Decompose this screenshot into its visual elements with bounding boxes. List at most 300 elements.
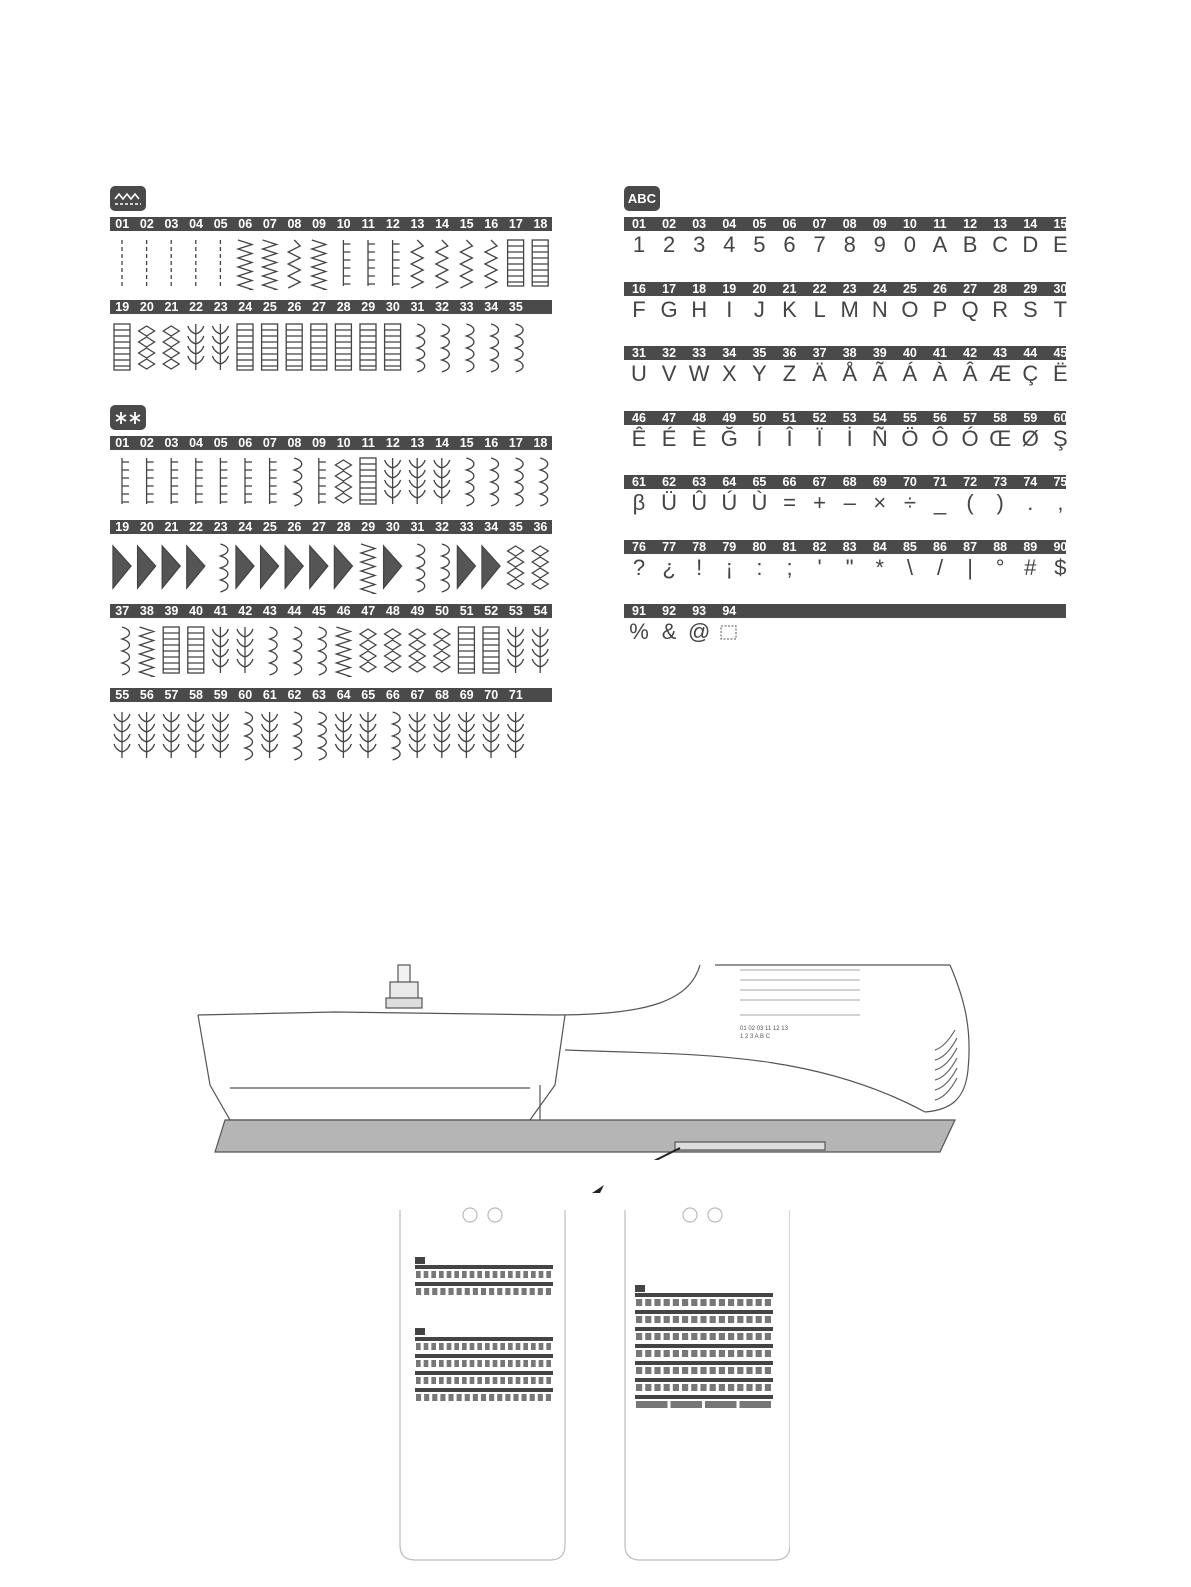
stitch-pattern-icon xyxy=(319,458,326,504)
character-glyph: ( xyxy=(966,490,974,515)
stitch-pattern-icon xyxy=(409,458,425,504)
character-glyph: Ù xyxy=(751,490,768,515)
stitch-pattern-icon xyxy=(294,627,302,675)
character-glyph: + xyxy=(813,490,827,515)
character-number: 88 xyxy=(993,539,1008,554)
character-glyph: 3 xyxy=(693,232,706,257)
stitch-number: 71 xyxy=(508,688,523,702)
character-number: 87 xyxy=(963,539,978,554)
character-glyph: İ xyxy=(846,425,853,451)
stitch-pattern-icon xyxy=(262,324,278,370)
stitch-pattern-icon xyxy=(434,458,450,504)
character-glyph: Ë xyxy=(1053,361,1068,386)
character-number: 48 xyxy=(692,410,707,425)
stitch-number: 11 xyxy=(361,436,375,450)
character-number: 10 xyxy=(902,217,917,231)
stitch-pattern-icon xyxy=(385,458,401,504)
character-glyph: 0 xyxy=(903,232,917,257)
svg-text:1 2 3 A B C: 1 2 3 A B C xyxy=(740,1034,771,1040)
alphabet-number-bar xyxy=(624,475,1066,489)
character-number: 19 xyxy=(722,281,737,296)
character-number: 47 xyxy=(662,410,677,425)
character-glyph: , xyxy=(1057,490,1064,515)
stitch-pattern-icon xyxy=(286,324,302,370)
character-glyph: Î xyxy=(786,425,793,451)
stitch-pattern-icon xyxy=(385,324,401,370)
stitch-number: 23 xyxy=(213,520,228,534)
sewing-machine-illustration xyxy=(190,960,980,1160)
stitch-pattern-icon xyxy=(491,324,499,372)
svg-text:01 02 03 11 12 13: 01 02 03 11 12 13 xyxy=(740,1026,788,1032)
stitch-number: 37 xyxy=(115,604,130,618)
stitch-number: 58 xyxy=(189,688,203,702)
alphabet-number-bar xyxy=(624,411,1066,425)
character-glyph: Ö xyxy=(901,425,919,451)
character-number: 54 xyxy=(872,410,887,425)
stitch-pattern-icon xyxy=(532,240,548,286)
stitch-pattern-icon xyxy=(335,324,351,370)
character-number: 50 xyxy=(752,410,767,425)
character-number: 11 xyxy=(933,217,947,231)
character-glyph: P xyxy=(932,296,948,322)
stitch-pattern-icon xyxy=(466,324,474,372)
character-number: 31 xyxy=(632,346,646,360)
decorative-row2-stitches xyxy=(110,538,552,594)
stitch-number: 24 xyxy=(238,520,253,534)
stitch-pattern-icon xyxy=(311,324,327,370)
stitch-number: 31 xyxy=(410,520,425,534)
stitch-pattern-icon xyxy=(516,458,524,506)
stitch-number: 26 xyxy=(287,520,302,534)
alphabet-character-row xyxy=(624,555,1066,585)
stitch-pattern-icon xyxy=(147,458,154,504)
stitch-number: 07 xyxy=(262,436,277,450)
character-number: 52 xyxy=(812,410,827,425)
stitch-number: 03 xyxy=(164,436,179,450)
character-number: 38 xyxy=(842,346,857,360)
character-glyph: F xyxy=(632,296,646,322)
stitch-number: 13 xyxy=(410,436,425,450)
stitch-number: 61 xyxy=(262,688,277,702)
character-glyph: O xyxy=(901,296,919,322)
character-number: 23 xyxy=(842,281,857,296)
stitch-number: 17 xyxy=(508,436,523,450)
character-glyph: È xyxy=(691,425,707,451)
stitch-pattern-icon xyxy=(458,712,474,758)
character-number: 40 xyxy=(902,346,917,360)
character-number: 76 xyxy=(632,539,646,554)
stitch-pattern-icon xyxy=(457,546,475,588)
alphabet-number-bar xyxy=(624,604,1066,618)
character-number: 74 xyxy=(1023,475,1038,489)
character-glyph: ÷ xyxy=(903,490,916,515)
character-glyph: 2 xyxy=(662,232,676,257)
stitch-number: 14 xyxy=(435,436,449,450)
stitch-number: 09 xyxy=(312,436,326,450)
stitch-number: 32 xyxy=(435,300,449,314)
character-number: 30 xyxy=(1053,281,1068,296)
character-glyph: % xyxy=(629,619,649,644)
character-glyph: | xyxy=(967,554,973,580)
stitch-pattern-icon xyxy=(138,546,156,588)
stitch-pattern-icon xyxy=(532,627,548,673)
stitch-pattern-icon xyxy=(163,326,179,369)
character-glyph: 9 xyxy=(873,232,886,257)
stitch-pattern-icon xyxy=(434,629,450,672)
decorative-row3-numbers xyxy=(110,604,552,618)
stitch-pattern-icon xyxy=(122,458,129,504)
stitch-number: 10 xyxy=(336,436,351,450)
character-number: 64 xyxy=(722,475,737,489)
stitch-number: 10 xyxy=(336,217,351,231)
stitch-number: 26 xyxy=(287,300,302,314)
character-glyph: β xyxy=(632,490,646,515)
character-glyph: H xyxy=(691,296,708,322)
stitch-pattern-icon xyxy=(516,324,524,372)
character-glyph: ¡ xyxy=(725,554,733,580)
alphabet-character-row xyxy=(624,361,1066,391)
stitch-pattern-icon xyxy=(409,629,425,672)
alphabet-character-row xyxy=(624,619,1066,649)
decorative-row2-numbers xyxy=(110,520,552,534)
stitch-pattern-icon xyxy=(212,324,228,370)
stitch-number: 05 xyxy=(213,217,228,231)
stitch-pattern-icon xyxy=(188,627,204,673)
character-number: 84 xyxy=(872,539,887,554)
stitch-number: 34 xyxy=(484,520,499,534)
stitch-pattern-icon xyxy=(385,629,401,672)
stitch-number: 64 xyxy=(336,688,351,702)
stitch-pattern-icon xyxy=(360,458,376,504)
character-number: 37 xyxy=(812,346,827,360)
stitch-pattern-icon xyxy=(442,324,450,372)
character-number: 45 xyxy=(1053,346,1068,360)
character-glyph: Ó xyxy=(961,425,979,451)
character-glyph: ; xyxy=(786,554,793,580)
character-glyph: Ä xyxy=(812,361,827,386)
stitch-number: 41 xyxy=(213,604,228,618)
character-number: 15 xyxy=(1053,217,1068,231)
character-glyph: V xyxy=(661,361,677,386)
character-glyph: 8 xyxy=(843,232,856,257)
character-number: 26 xyxy=(933,281,947,296)
character-glyph: G xyxy=(660,296,678,322)
stitch-number: 50 xyxy=(435,604,449,618)
character-number: 60 xyxy=(1053,410,1068,425)
stitch-pattern-icon xyxy=(436,240,448,288)
character-glyph: Ü xyxy=(661,490,678,515)
character-glyph: " xyxy=(845,554,854,580)
stitch-pattern-icon xyxy=(220,458,227,504)
character-number: 25 xyxy=(902,281,917,296)
stitch-number: 59 xyxy=(213,688,228,702)
stitch-number: 34 xyxy=(484,300,499,314)
stitch-number: 15 xyxy=(459,217,474,231)
stitch-number: 32 xyxy=(435,520,449,534)
character-glyph: B xyxy=(962,232,978,257)
stitch-number: 51 xyxy=(459,604,474,618)
character-glyph: 5 xyxy=(753,232,766,257)
stitch-pattern-icon xyxy=(245,458,252,504)
stitch-number: 03 xyxy=(164,217,179,231)
stitch-pattern-icon xyxy=(485,240,497,288)
character-number: 69 xyxy=(872,475,887,489)
stitch-number: 25 xyxy=(262,300,277,314)
character-glyph: Æ xyxy=(989,361,1012,386)
stitch-number: 49 xyxy=(410,604,425,618)
stitch-number: 67 xyxy=(410,688,425,702)
stitch-pattern-icon xyxy=(508,712,524,758)
stitch-number: 35 xyxy=(508,300,523,314)
character-number: 77 xyxy=(662,539,677,554)
stitch-pattern-icon xyxy=(188,712,204,758)
character-glyph: = xyxy=(783,490,796,515)
stitch-number: 17 xyxy=(508,217,523,231)
character-number: 93 xyxy=(692,604,707,618)
character-number: 28 xyxy=(993,281,1008,296)
stitch-pattern-icon xyxy=(312,240,326,290)
stitch-number: 16 xyxy=(484,217,499,231)
stitch-number: 43 xyxy=(262,604,277,618)
stitch-pattern-icon xyxy=(220,544,228,592)
stitch-pattern-icon xyxy=(508,546,524,589)
stitch-pattern-icon xyxy=(163,712,179,758)
stitch-number: 02 xyxy=(139,436,154,450)
stitch-pattern-icon xyxy=(466,458,474,506)
stitch-number: 13 xyxy=(410,217,425,231)
character-glyph: M xyxy=(840,296,859,322)
stitch-number: 21 xyxy=(164,300,179,314)
stitch-number: 16 xyxy=(484,436,499,450)
character-number: 92 xyxy=(662,604,677,618)
stitch-pattern-icon xyxy=(263,240,277,290)
stitch-number: 27 xyxy=(312,300,326,314)
character-glyph: N xyxy=(871,296,888,322)
character-number: 71 xyxy=(933,475,947,489)
stitch-pattern-icon xyxy=(139,712,155,758)
character-number: 33 xyxy=(692,346,707,360)
character-number: 72 xyxy=(963,475,978,489)
stitch-number: 22 xyxy=(189,300,203,314)
stitch-number: 54 xyxy=(533,604,548,618)
stitch-number: 11 xyxy=(361,217,375,231)
character-number: 07 xyxy=(812,217,827,231)
stitch-pattern-icon xyxy=(238,240,252,290)
utility-stitch-icon xyxy=(110,186,146,211)
character-glyph: Ú xyxy=(721,490,738,515)
stitch-number: 63 xyxy=(312,688,326,702)
decorative-row1-numbers xyxy=(110,436,552,450)
stitch-pattern-icon xyxy=(540,458,548,506)
character-number: 18 xyxy=(692,281,707,296)
decorative-stitch-icon xyxy=(110,405,146,430)
stitch-number: 05 xyxy=(213,436,228,450)
stitch-pattern-icon xyxy=(458,627,474,673)
decorative-row4-numbers xyxy=(110,688,552,702)
stitch-pattern-icon xyxy=(532,546,548,589)
character-number: 36 xyxy=(782,346,797,360)
character-glyph: . xyxy=(1027,490,1034,515)
stitch-number: 42 xyxy=(238,604,253,618)
character-number: 08 xyxy=(842,217,857,231)
character-glyph: T xyxy=(1053,296,1068,322)
stitch-pattern-icon xyxy=(360,712,376,758)
character-number: 90 xyxy=(1053,539,1068,554)
stitch-number: 47 xyxy=(361,604,376,618)
character-number: 80 xyxy=(752,539,767,554)
character-number: 65 xyxy=(752,475,767,489)
stitch-pattern-icon xyxy=(343,240,350,286)
character-number: 14 xyxy=(1023,217,1038,231)
stitch-pattern-icon xyxy=(122,627,130,675)
character-number: 61 xyxy=(632,475,646,489)
character-number: 42 xyxy=(963,346,978,360)
stitch-number: 23 xyxy=(213,300,228,314)
utility-row2-stitches xyxy=(110,318,552,374)
stitch-pattern-icon xyxy=(171,458,178,504)
character-glyph: ¿ xyxy=(662,554,676,580)
stitch-number: 56 xyxy=(139,688,154,702)
stitch-number: 07 xyxy=(262,217,277,231)
stitch-number: 01 xyxy=(115,217,130,231)
character-number: 82 xyxy=(812,539,827,554)
character-number: 29 xyxy=(1023,281,1038,296)
character-glyph: – xyxy=(843,490,856,515)
character-glyph: Ï xyxy=(816,425,823,451)
character-number: 73 xyxy=(993,475,1008,489)
stitch-number: 68 xyxy=(435,688,449,702)
stitch-number: 44 xyxy=(287,604,302,618)
stitch-number: 52 xyxy=(484,604,499,618)
character-glyph: Œ xyxy=(989,425,1012,451)
character-glyph: ? xyxy=(632,554,646,580)
utility-row1-stitches xyxy=(110,234,552,290)
character-number: 75 xyxy=(1053,475,1068,489)
character-number: 81 xyxy=(782,539,797,554)
stitch-pattern-icon xyxy=(409,712,425,758)
character-number: 62 xyxy=(662,475,677,489)
character-glyph: ) xyxy=(996,490,1004,515)
character-number: 49 xyxy=(722,410,737,425)
alphabet-number-bar xyxy=(624,282,1066,296)
stitch-number: 36 xyxy=(533,520,548,534)
character-number: 55 xyxy=(902,410,917,425)
character-glyph: R xyxy=(992,296,1009,322)
alphabet-character-row xyxy=(624,490,1066,520)
character-glyph: 1 xyxy=(632,232,646,257)
stitch-pattern-icon xyxy=(335,712,351,758)
character-number: 35 xyxy=(752,346,767,360)
character-glyph: / xyxy=(936,554,944,580)
character-number: 01 xyxy=(632,217,646,231)
character-glyph: \ xyxy=(906,554,913,580)
stitch-number: 48 xyxy=(385,604,400,618)
character-number: 24 xyxy=(872,281,887,296)
stitch-pattern-icon xyxy=(294,458,302,506)
stitch-pattern-icon xyxy=(114,324,130,370)
character-number: 63 xyxy=(692,475,707,489)
stitch-number: 20 xyxy=(139,520,154,534)
stitch-pattern-icon xyxy=(212,712,228,758)
stitch-pattern-icon xyxy=(270,458,277,504)
stitch-pattern-icon xyxy=(411,240,423,288)
alphabet-character-row xyxy=(624,297,1066,327)
stitch-number: 24 xyxy=(238,300,253,314)
stitch-pattern-icon xyxy=(245,712,253,760)
stitch-number: 28 xyxy=(336,300,351,314)
stitch-pattern-icon xyxy=(114,712,130,758)
stitch-pattern-icon xyxy=(261,546,279,588)
character-number: 51 xyxy=(782,410,797,425)
stitch-pattern-icon xyxy=(262,712,278,758)
stitch-number: 57 xyxy=(164,688,179,702)
stitch-number: 33 xyxy=(459,300,474,314)
character-glyph: 6 xyxy=(783,232,796,257)
character-glyph: × xyxy=(873,490,887,515)
character-glyph: Å xyxy=(842,361,858,386)
stitch-pattern-icon xyxy=(140,627,154,677)
character-number: 16 xyxy=(632,281,646,296)
stitch-number: 65 xyxy=(361,688,376,702)
stitch-number: 33 xyxy=(459,520,474,534)
character-glyph: Ô xyxy=(931,425,949,451)
character-glyph: W xyxy=(688,361,710,386)
alphabet-icon: ABC xyxy=(624,186,660,211)
character-number: 32 xyxy=(662,346,677,360)
character-glyph: Y xyxy=(752,361,767,386)
character-number: 13 xyxy=(993,217,1008,231)
utility-row1-numbers xyxy=(110,217,552,231)
stitch-pattern-icon xyxy=(335,460,351,503)
stitch-pattern-icon xyxy=(113,546,131,588)
stitch-pattern-icon xyxy=(294,712,302,760)
character-glyph: Z xyxy=(782,361,797,386)
character-glyph: A xyxy=(932,232,948,257)
stitch-number: 18 xyxy=(533,217,548,231)
stitch-number: 40 xyxy=(189,604,203,618)
stitch-number: 46 xyxy=(336,604,351,618)
character-glyph: : xyxy=(756,554,763,580)
stitch-pattern-icon xyxy=(417,324,425,372)
character-glyph: Â xyxy=(962,361,978,386)
character-glyph: X xyxy=(721,361,737,386)
character-glyph: À xyxy=(932,361,948,386)
character-glyph: * xyxy=(875,554,885,580)
stitch-pattern-icon xyxy=(417,544,425,592)
character-glyph: Q xyxy=(961,296,979,322)
stitch-number: 12 xyxy=(385,217,400,231)
decorative-row1-stitches xyxy=(110,452,552,508)
stitch-pattern-icon xyxy=(368,240,375,286)
stitch-number: 14 xyxy=(435,217,449,231)
stitch-pattern-icon xyxy=(162,546,180,588)
character-number: 94 xyxy=(722,604,737,618)
character-glyph: Í xyxy=(756,425,763,451)
stitch-number: 06 xyxy=(238,436,253,450)
character-glyph: Ø xyxy=(1021,425,1039,451)
character-glyph: E xyxy=(1053,232,1068,257)
stitch-pattern-icon xyxy=(482,546,500,588)
character-glyph: K xyxy=(782,296,797,322)
stitch-number: 19 xyxy=(115,520,130,534)
stitch-pattern-icon xyxy=(508,240,524,286)
character-glyph: D xyxy=(1022,232,1039,257)
character-glyph: ' xyxy=(817,554,822,580)
stitch-pattern-icon xyxy=(187,546,205,588)
character-glyph: Û xyxy=(691,490,708,515)
stitch-number: 18 xyxy=(533,436,548,450)
character-glyph: Ğ xyxy=(720,425,738,451)
